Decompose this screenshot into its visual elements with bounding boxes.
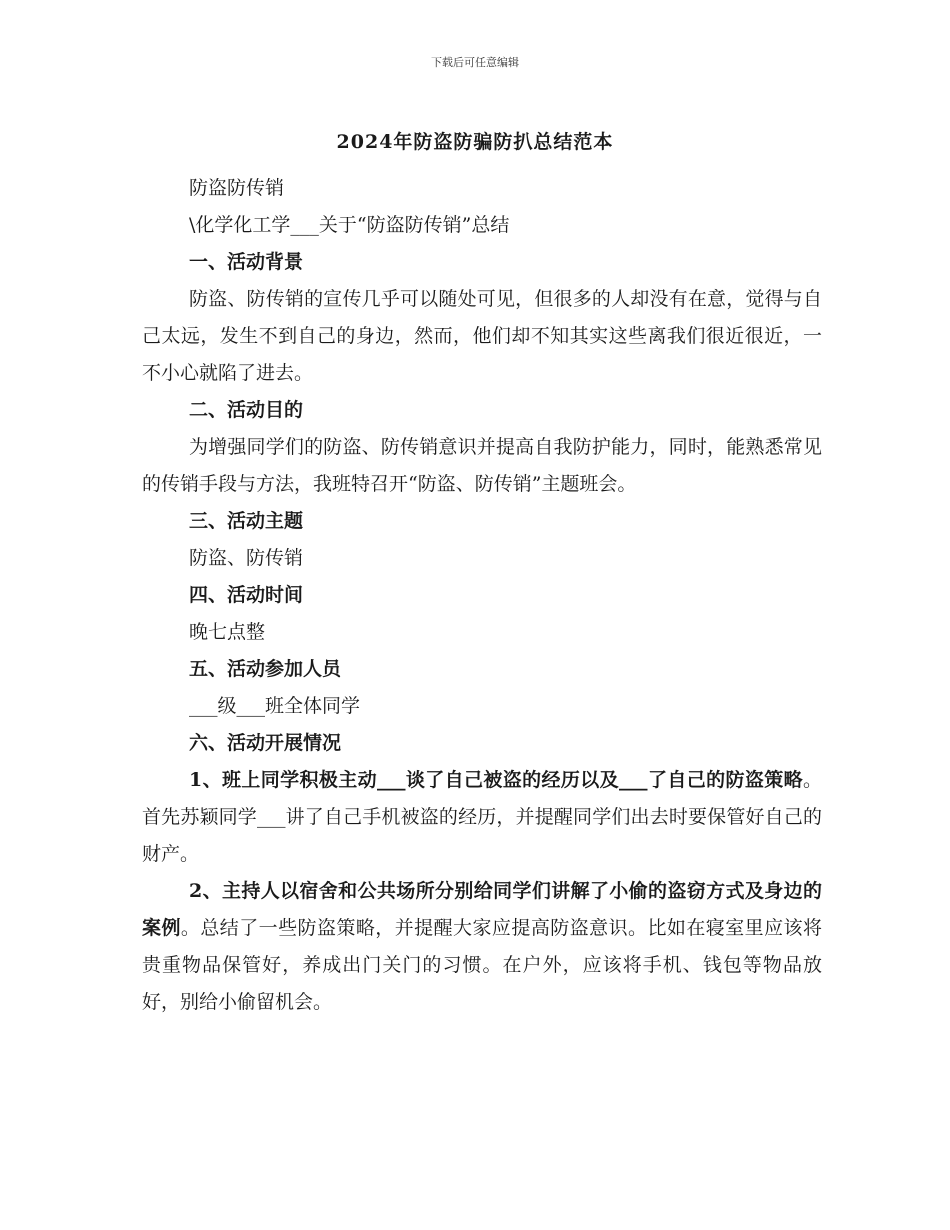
document-title: 2024年防盗防骗防扒总结范本 — [336, 131, 614, 153]
activity-item-2-bold: 2、主持人以宿舍和公共场所分别给同学们讲解了小偷的盗窃方式及身边的案例 — [142, 880, 822, 939]
section-heading-background: 一、活动背景 — [189, 251, 304, 273]
subtitle-line-2: \化学化工学___关于“防盗防传销”总结 — [189, 214, 510, 236]
section-heading-purpose: 二、活动目的 — [189, 399, 304, 421]
section-heading-activities: 六、活动开展情况 — [189, 732, 342, 754]
activity-item-1 — [142, 762, 822, 873]
section-text-background: 防盗、防传销的宣传几乎可以随处可见，但很多的人却没有在意，觉得与自己太远，发生不到自己的身边，然而，他们却不知其实这些离我们很近很近，一不小心就陷了进去。 — [142, 288, 822, 384]
section-heading-participants: 五、活动参加人员 — [189, 658, 342, 680]
document-body — [142, 170, 822, 1021]
section-text-theme: 防盗、防传销 — [189, 547, 304, 569]
section-heading-time: 四、活动时间 — [189, 584, 304, 606]
activity-item-1-text: 。首先苏颖同学___讲了自己手机被盗的经历，并提醒同学们出去时要保管好自己的财产。 — [142, 769, 822, 865]
section-text-participants: ___级___班全体同学 — [189, 695, 361, 717]
activity-item-2-text: 。总结了一些防盗策略，并提醒大家应提高防盗意识。比如在寝室里应该将贵重物品保管好，养成出门关门的习惯。在户外，应该将手机、钱包等物品放好，别给小偷留机会。 — [142, 917, 822, 1013]
activity-item-2 — [142, 873, 822, 1021]
subtitle-line: 防盗防传销 — [189, 177, 285, 199]
section-text-purpose: 为增强同学们的防盗、防传销意识并提高自我防护能力，同时，能熟悉常见的传销手段与方法，我班特召开“防盗、防传销”主题班会。 — [142, 436, 822, 495]
section-text-time: 晚七点整 — [189, 621, 266, 643]
page-header: 下载后可任意编辑 — [431, 56, 519, 69]
activity-item-1-bold: 1、班上同学积极主动___谈了自己被盗的经历以及___了自己的防盗策略 — [189, 769, 803, 791]
section-heading-theme: 三、活动主题 — [189, 510, 304, 532]
